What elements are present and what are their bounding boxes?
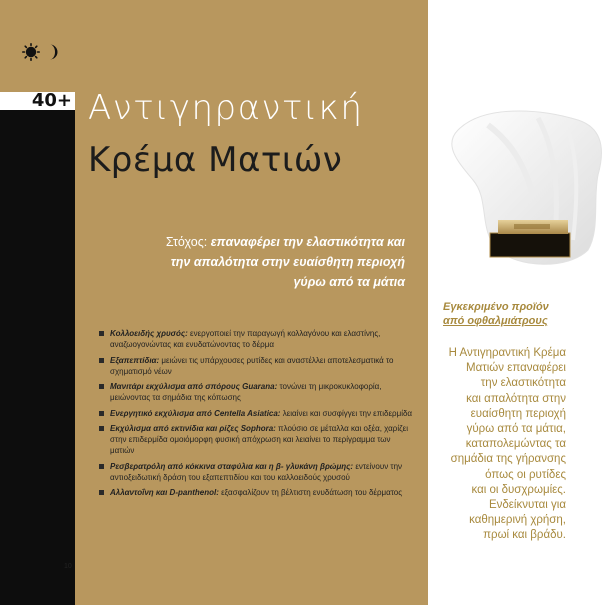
description-line: πρωί και βράδυ. — [483, 529, 566, 542]
ingredient-name: Ρεσβερατρόλη από κόκκινα σταφύλια και η β- γλυκάνη βρώμης: — [110, 461, 354, 471]
product-description — [418, 346, 566, 544]
ingredient-name: Αλλαντοΐνη και D-panthenol: — [110, 488, 219, 497]
approval-line2: από οφθαλμιάτρους — [443, 315, 548, 327]
product-title-line2: Κρέμα Ματιών — [88, 140, 343, 180]
product-photo — [428, 100, 605, 285]
ingredient-text: μειώνει τις υπάρχουσες ρυτίδες και αναστέλλει αποτελεσματικά το σχηματισμό νέων — [110, 355, 394, 376]
page-number: 10 — [64, 563, 72, 570]
age-badge-label: 40+ — [31, 90, 72, 111]
goal-line: γύρω από τα μάτια — [293, 275, 405, 289]
description-line: ευαίσθητη περιοχή — [470, 407, 566, 420]
goal-line: την απαλότητα στην ευαίσθητη περιοχή — [170, 255, 405, 269]
ingredient-name: Μανιτάρι εκχύλισμα από σπόρους Guarana: — [110, 382, 278, 391]
list-item — [96, 355, 414, 377]
ingredient-text: τονώνει τη μικροκυκλοφορία, μειώνοντας τα σημάδια της κόπωσης — [110, 382, 382, 402]
approval-line1: Εγκεκριμένο προϊόν — [443, 301, 549, 313]
product-title-line1: Αντιγηραντική — [88, 88, 364, 128]
ingredient-text: εξασφαλίζουν τη βέλτιστη ενυδάτωση του δέρματος — [218, 488, 403, 497]
description-line: όπως οι ρυτίδες — [485, 468, 566, 481]
description-line: και απαλότητα στην — [466, 392, 566, 405]
ingredient-text: ενεργοποιεί την παραγωγή κολλαγόνου και ελαστίνης, αναζωογονώντας και ενυδατώνοντας το δέρμα — [110, 329, 381, 349]
description-line: Ματιών επαναφέρει — [465, 362, 566, 375]
moon-icon — [50, 45, 58, 60]
list-item — [96, 487, 414, 498]
list-item — [96, 423, 414, 456]
goal-label: Στόχος: — [165, 235, 208, 249]
description-line: σημάδια της γήρανσης — [450, 453, 566, 466]
description-line: γύρω από τα μάτια, — [466, 423, 566, 436]
list-item — [96, 461, 414, 483]
list-item — [96, 381, 414, 403]
ingredient-list — [96, 328, 414, 503]
list-item — [96, 328, 414, 350]
description-line: καθημερινή χρήση, — [469, 514, 566, 527]
approval-note — [443, 300, 593, 328]
goal-line: επαναφέρει την ελαστικότητα και — [210, 235, 405, 249]
ingredient-name: Εκχύλισμα από εκτινίδια και ρίζες Sophora: — [110, 424, 276, 433]
age-badge — [0, 92, 75, 110]
description-line: Η Αντιγηραντική Κρέμα — [448, 347, 566, 359]
description-line: και οι δυσχρωμίες. — [471, 483, 566, 496]
ingredient-text: πλούσιο σε μέταλλα και οξέα, χαρίζει στην επιδερμίδα ομοιόμορφη φυσική απόχρωση και λειαίνει το περίγραμμα των ματιών — [110, 424, 408, 455]
black-side-strip — [0, 110, 75, 605]
day-night-icons — [22, 43, 62, 61]
description-line: καταπολεμώντας τα — [465, 438, 566, 451]
ingredient-name: Εξαπεπτίδια: — [110, 355, 160, 365]
ingredient-name: Ενεργητικό εκχύλισμα από Centella Asiatica: — [110, 408, 281, 418]
sun-icon — [23, 44, 39, 60]
ingredient-name: Κολλοειδής χρυσός: — [110, 329, 188, 338]
description-line: την ελαστικότητα — [480, 377, 566, 390]
ingredient-text: εντείνουν την αντιοξειδωτική δράση του εξαπεπτιδίου και του καλλοειδούς χρυσού — [110, 461, 403, 482]
description-line: Ενδείκνυται για — [488, 499, 566, 512]
goal-statement — [75, 232, 405, 292]
ingredient-text: λειαίνει και συσφίγγει την επιδερμίδα — [280, 408, 413, 418]
list-item — [96, 408, 414, 419]
